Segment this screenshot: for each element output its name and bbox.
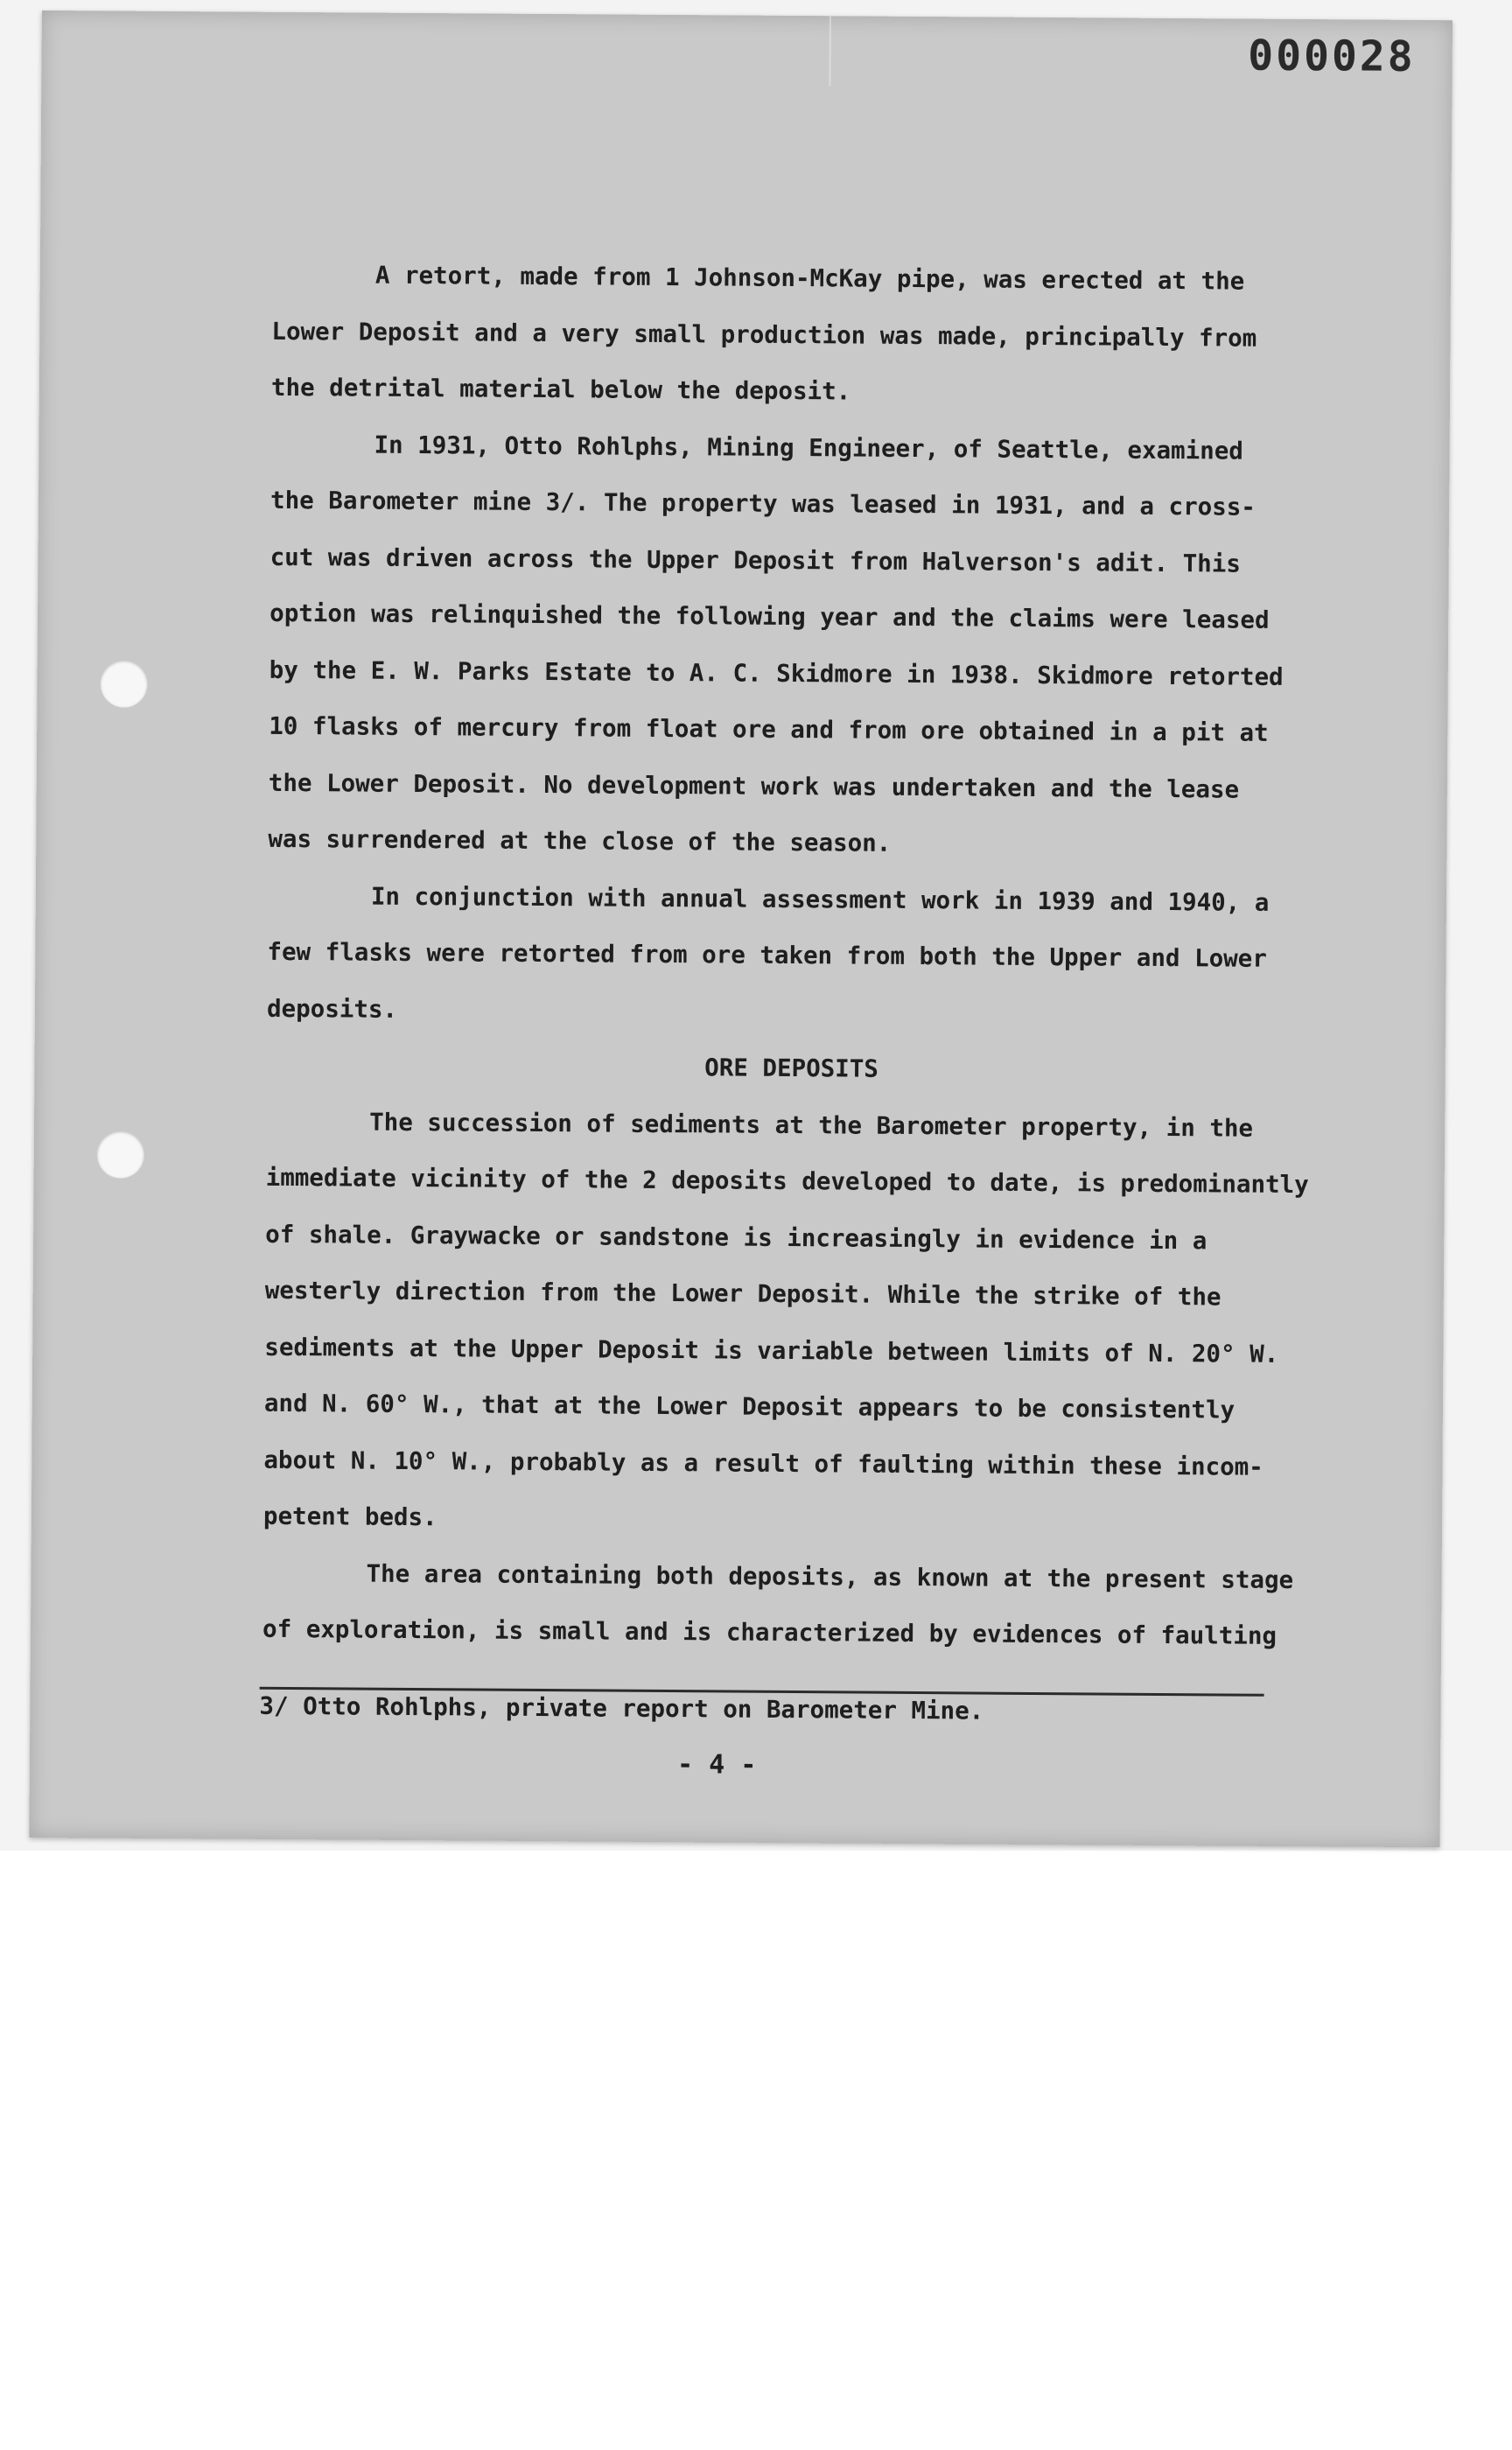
text-line: In 1931, Otto Rohlphs, Mining Engineer, of Seattle, examined (374, 430, 1244, 466)
text-line: deposits. (266, 994, 398, 1024)
text-line: In conjunction with annual assessment work in 1939 and 1940, a (370, 882, 1270, 917)
page-number: - 4 - (676, 1749, 757, 1781)
text-line: immediate vicinity of the 2 deposits developed to date, is predominantly (265, 1163, 1309, 1200)
text-line: and N. 60° W., that at the Lower Deposit appears to be consistently (263, 1389, 1236, 1424)
body-text (262, 247, 1322, 1665)
text-line: westerly direction from the Lower Deposit. While the strike of the (264, 1276, 1222, 1312)
text-line: A retort, made from 1 Johnson-McKay pipe, was erected at the (374, 261, 1245, 296)
text-line: the Barometer mine 3/. The property was leased in 1931, and a cross- (270, 486, 1256, 522)
punch-hole (97, 1130, 144, 1178)
text-line: Lower Deposit and a very small production was made, principally from (271, 317, 1257, 353)
document-page (29, 10, 1452, 1847)
text-line: about N. 10° W., probably as a result of faulting within these incom- (263, 1446, 1264, 1481)
section-heading: ORE DEPOSITS (704, 1054, 879, 1083)
page-fold (829, 16, 831, 86)
punch-hole (100, 660, 147, 707)
text-line: by the E. W. Parks Estate to A. C. Skidmore in 1938. Skidmore retorted (269, 655, 1284, 691)
document-number: 000028 (1248, 31, 1416, 81)
footnote: 3/ Otto Rohlphs, private report on Barometer Mine. (259, 1691, 984, 1726)
text-line: petent beds. (262, 1502, 438, 1532)
text-line: option was relinquished the following year and the claims were leased (270, 598, 1270, 634)
text-line: of exploration, is small and is characterized by evidences of faulting (262, 1614, 1278, 1650)
text-line: few flasks were retorted from ore taken from both the Upper and Lower (267, 937, 1267, 973)
text-line: the Lower Deposit. No development work was undertaken and the lease (268, 768, 1240, 804)
text-line: the detrital material below the deposit. (270, 373, 851, 406)
text-line: 10 flasks of mercury from float ore and from ore obtained in a pit at (269, 711, 1269, 747)
text-line: The area containing both deposits, as known at the present stage (366, 1559, 1294, 1594)
text-line: of shale. Graywacke or sandstone is increasingly in evidence in a (265, 1220, 1208, 1255)
text-line: was surrendered at the close of the season. (268, 824, 892, 858)
text-line: sediments at the Upper Deposit is variable between limits of N. 20° W. (264, 1333, 1279, 1368)
text-line: The succession of sediments at the Barometer property, in the (369, 1108, 1254, 1143)
text-line: cut was driven across the Upper Deposit from Halverson's adit. This (270, 542, 1242, 578)
